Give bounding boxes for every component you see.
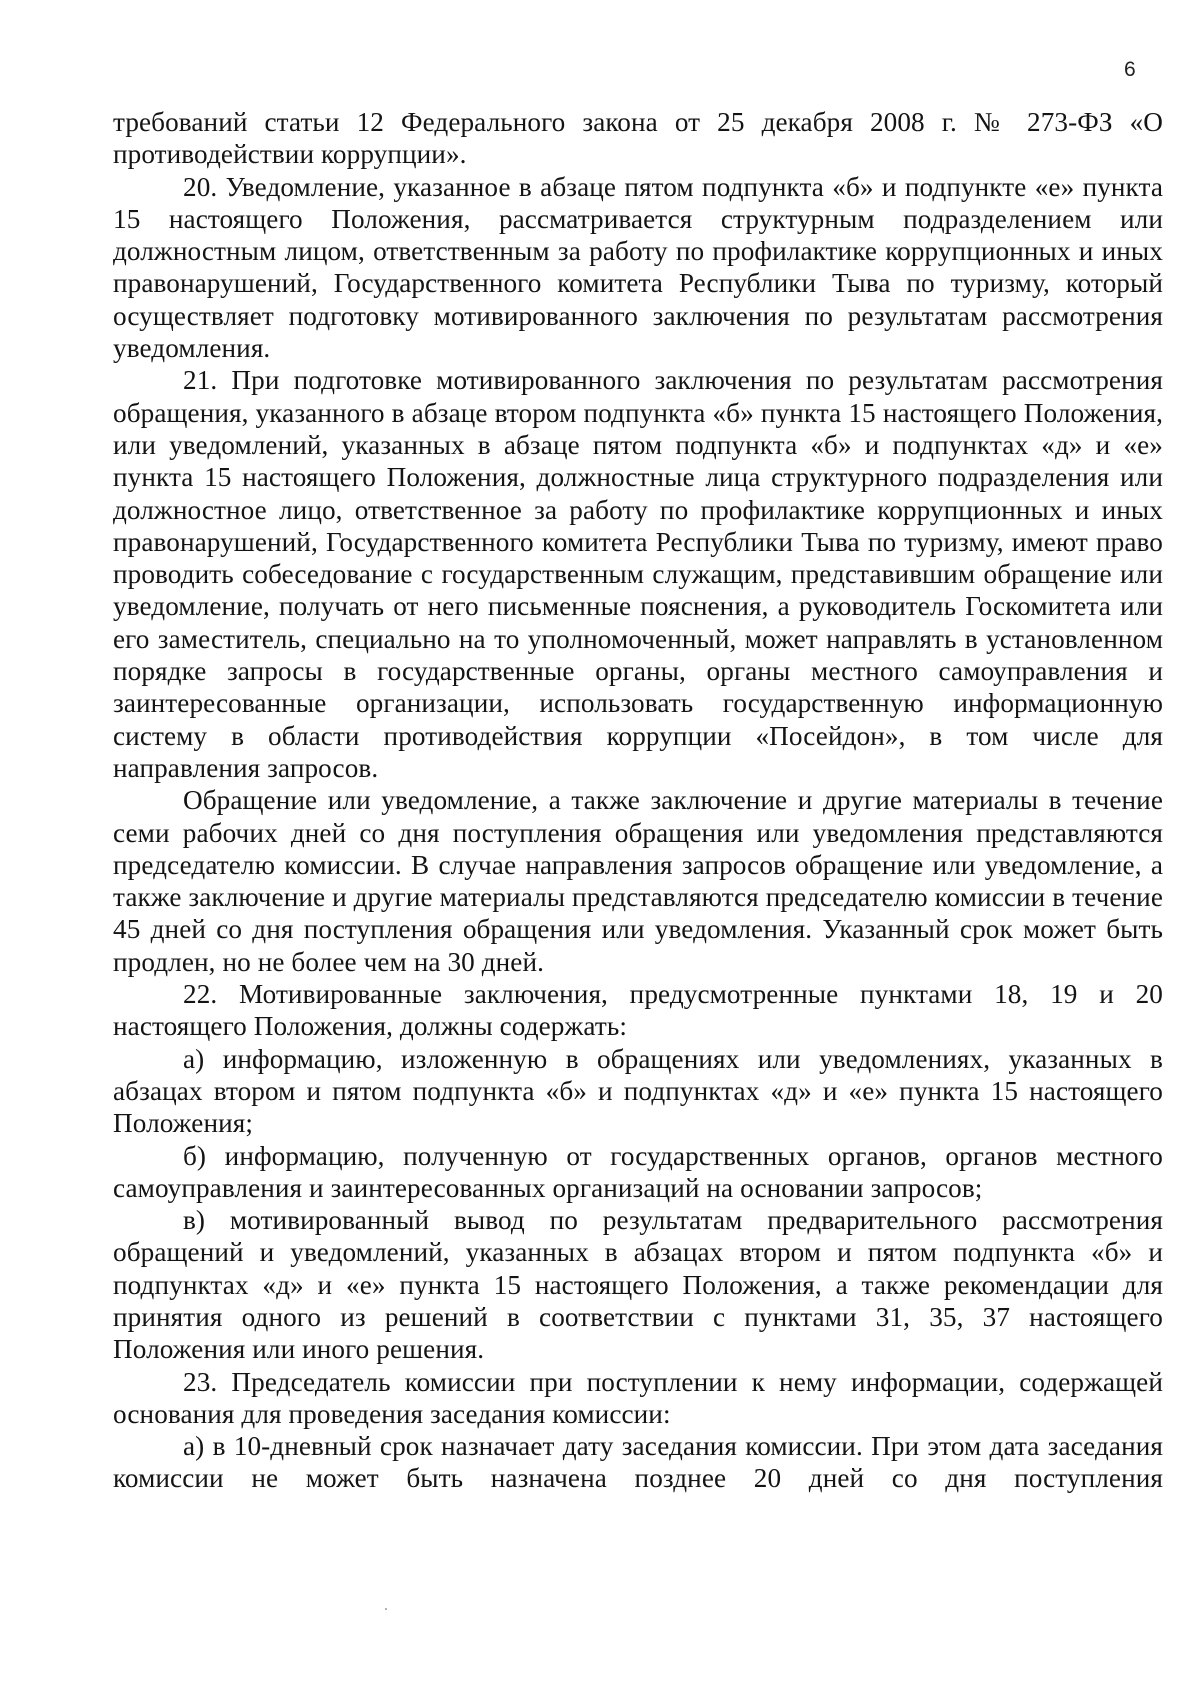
paragraph-item-22-v: в) мотивированный вывод по результатам предварительного рассмотрения обращений и уведомлений, указанных в абзацах втором и пятом подпункта «б» и подпунктах «д» и «е» пункта 15 настоящего Положения, а также рекомендации для принятия одного из решений в соответствии с пунктами 31, 35, 37 настоящего Положения или иного решения. [113,1205,1163,1365]
scan-speck [385,1608,387,1610]
paragraph-item-21: 21. При подготовке мотивированного заключения по результатам рассмотрения обращения, указанного в абзаце втором подпункта «б» пункта 15 настоящего Положения, или уведомлений, указанных в абзаце пятом подпункта «б» и подпунктах «д» и «е» пункта 15 настоящего Положения, должностные лица структурного подразделения или должностное лицо, ответственное за работу по профилактике коррупционных и иных правонарушений, Государственного комитета Республики Тыва по туризму, имеют право проводить собеседование с государственным служащим, представившим обращение или уведомление, получать от него письменные пояснения, а руководитель Госкомитета или его заместитель, специально на то уполномоченный, может направлять в установленном порядке запросы в государственные органы, органы местного самоуправления и заинтересованные организации, использовать государственную информационную систему в области противодействия коррупции «Посейдон», в том числе для направления запросов. [113,365,1163,783]
paragraph-item-22-a: а) информацию, изложенную в обращениях или уведомлениях, указанных в абзацах втором и пятом подпункта «б» и подпунктах «д» и «е» пункта 15 настоящего Положения; [113,1043,1163,1139]
paragraph-continuation: требований статьи 12 Федерального закона от 25 декабря 2008 г. № 273-ФЗ «О противодействии коррупции». [113,107,1163,170]
page-number: 6 [1124,58,1136,81]
paragraph-item-23: 23. Председатель комиссии при поступлении к нему информации, содержащей основания для проведения заседания комиссии: [113,1366,1163,1429]
paragraph-item-22-b: б) информацию, полученную от государственных органов, органов местного самоуправления и заинтересованных организаций на основании запросов; [113,1140,1163,1203]
paragraph-item-23-a: а) в 10-дневный срок назначает дату заседания комиссии. При этом дата заседания комиссии не может быть назначена позднее 20 дней со дня поступления [113,1431,1163,1494]
paragraph-item-20: 20. Уведомление, указанное в абзаце пятом подпункта «б» и подпункте «е» пункта 15 настоящего Положения, рассматривается структурным подразделением или должностным лицом, ответственным за работу по профилактике коррупционных и иных правонарушений, Государственного комитета Республики Тыва по туризму, который осуществляет подготовку мотивированного заключения по результатам рассмотрения уведомления. [113,171,1163,364]
document-body [113,106,1163,1495]
paragraph-item-22: 22. Мотивированные заключения, предусмотренные пунктами 18, 19 и 20 настоящего Положения, должны содержать: [113,979,1163,1042]
paragraph-item-21-second: Обращение или уведомление, а также заключение и другие материалы в течение семи рабочих дней со дня поступления обращения или уведомления представляются председателю комиссии. В случае направления запросов обращение или уведомление, а также заключение и другие материалы представляются председателю комиссии в течение 45 дней со дня поступления обращения или уведомления. Указанный срок может быть продлен, но не более чем на 30 дней. [113,785,1163,977]
